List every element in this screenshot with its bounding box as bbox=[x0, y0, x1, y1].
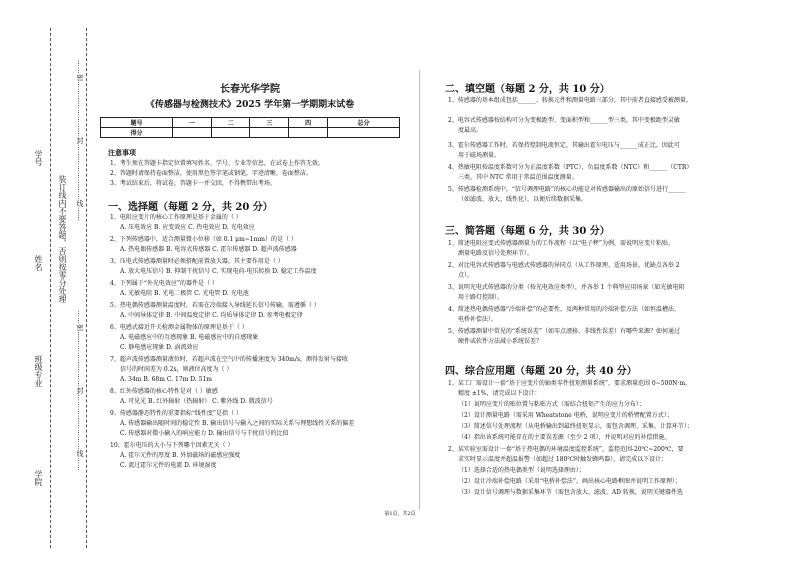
question-options: A. 可见光 B. 红外辐射（热辐射） C. 紫外线 D. 微波信号 bbox=[120, 398, 273, 405]
short-answer-item: 2、对比电容式传感器与电感式传感器的异同点（从工作原理、适用场景、优缺点各举 2 bbox=[448, 262, 680, 269]
question: 5、热电偶传感器测量温度时，若需在冷端接入导线延长信号传输，需遵循（ ） bbox=[110, 302, 320, 309]
section4-title: 四、综合应用题（每题 20 分，共 40 分） bbox=[445, 366, 637, 377]
application-item: （1）说明应变片的贴位置与粘贴方式（需结合扭矩产生的应力分布）； bbox=[458, 401, 645, 408]
note-item: 2、答题时请保持卷面整洁，使用黑色签字笔或钢笔，字迹清晰，卷面整洁。 bbox=[110, 170, 312, 177]
application-item: 1、某工厂需设计一套“基于应变片的轴类零件扭矩测量系统”，要求测量范围 0~500N·m， bbox=[448, 380, 692, 387]
page-divider bbox=[419, 70, 420, 510]
question-options: A. 光敏电阻 B. 光电二极管 C. 光电管 D. 光电池 bbox=[120, 290, 249, 297]
fill-item: 三类，其中 NTC 常用于常温范围温度测量。 bbox=[458, 174, 578, 181]
binding-warning: 装订线内不要答题，否则按零分处理 bbox=[58, 175, 67, 303]
score-cell[interactable] bbox=[250, 128, 289, 138]
binding-line bbox=[50, 28, 51, 548]
short-answer-item: 3、说明光电式传感器的分类（按光电效应类型），并各举 1 个典型应用场景（如光敏电阻 bbox=[448, 284, 685, 291]
score-header-cell: 总分 bbox=[328, 118, 400, 128]
application-item: （2）设计冷端补偿电路（采用“电桥补偿法”，画出核心电路框图并说明工作原理）； bbox=[458, 478, 681, 485]
exam-title: 《传感器与检测技术》2025 学年第一学期期末试卷 bbox=[145, 100, 355, 110]
question-options: A. 传感器输出随时间的稳定性 B. 输出信号与输入之间的实际关系与理想线性关系的偏差 bbox=[120, 420, 355, 427]
score-cell[interactable] bbox=[289, 128, 328, 138]
fill-item: （如滤波、放大、线性化），以便后续数据采集。 bbox=[458, 196, 588, 203]
short-answer-item: 点）。 bbox=[458, 272, 474, 279]
seal-line bbox=[86, 28, 87, 548]
question-options: C. 传感器对微小输入的响应能力 D. 输出信号与干扰信号的比值 bbox=[120, 430, 289, 437]
fill-item: 2、电容式传感器按结构可分为变极距型、变面积型和______型三类，其中变极距型灵敏 bbox=[448, 117, 680, 124]
question: 8、红外传感器的核心特性是对（ ）敏感 bbox=[110, 388, 218, 395]
question-options: A. 压电效应 B. 应变效应 C. 热电效应 D. 光电效应 bbox=[120, 224, 255, 231]
application-item: （3）设计信号调理与数据采集环节（需包含放大、滤波、AD 转换，说明关键器件选 bbox=[458, 489, 683, 496]
score-cell[interactable] bbox=[172, 128, 211, 138]
question: 4、下列属于“外光电效应”的器件是（ ） bbox=[110, 280, 218, 287]
fill-item: 度最高。 bbox=[458, 127, 483, 134]
question: 2、下列传感器中，适合测量微小位移（如 0.1 μm~1mm）的是（ ） bbox=[110, 236, 297, 243]
short-answer-item: 电桥补偿法）。 bbox=[458, 316, 498, 323]
short-answer-item: 1、简述电阻应变式传感器测量力的工作流程（以“电子秤”为例，需说明应变片粘贴、 bbox=[448, 240, 674, 247]
score-header-cell: 三 bbox=[250, 118, 289, 128]
school-label: 学院 bbox=[34, 470, 43, 486]
question-options: A. 中间导体定律 B. 中间温度定律 C. 均质导体定律 D. 参考电极定律 bbox=[120, 312, 303, 319]
score-cell[interactable] bbox=[211, 128, 250, 138]
question: 10、霍尔电压的大小与下列哪个因素无关（ ） bbox=[110, 442, 234, 449]
fill-item: 4、热敏电阻按温度系数可分为正温度系数（PTC）、负温度系数（NTC）和______（CTR） bbox=[448, 164, 693, 171]
class-label: 班级专业 bbox=[34, 355, 43, 387]
section2-title: 二、填空题（每题 2 分，共 10 分） bbox=[445, 84, 610, 95]
fill-item: 5、传感器检测系统中，“信号调理电路”的核心功能是对传感器输出的原始信号进行______ bbox=[448, 186, 686, 193]
score-table bbox=[100, 117, 400, 138]
question: 7、超声波传感器测量液位时，若超声波在空气中的传播速度为 340m/s，测得发射与接收 bbox=[110, 356, 348, 363]
application-item: 求实时显示温度并超温报警（如超过 180℃时触发蜂鸣器），请完成以下设计： bbox=[458, 456, 668, 463]
question-options: C. 静电感应现象 D. 涡流效应 bbox=[120, 344, 199, 351]
question: 6、电感式接近开关检测金属物体的原理是基于（ ） bbox=[110, 324, 248, 331]
application-item: （4）指出该系统可能存在的主要误差源（至少 2 项），并说明对应的补偿措施。 bbox=[458, 434, 671, 441]
short-answer-item: 测量电路及信号处理环节）。 bbox=[458, 250, 534, 257]
short-answer-item: 用于路灯控制）。 bbox=[458, 294, 504, 301]
fill-item: 1、传感器的基本组成包括______、转换元件和测量电路三部分，其中前者直接感受被测量。 bbox=[448, 97, 692, 104]
question: 3、压电式传感器测量时必须搭配前置放大器，其主要作用是（ ） bbox=[110, 258, 284, 265]
name-label: 姓名 bbox=[34, 255, 43, 271]
question-options: A. 热电偶传感器 B. 电容式传感器 C. 霍尔传感器 D. 超声波传感器 bbox=[120, 246, 297, 253]
seal-line-text: ……密……………………封……………………线…… bbox=[76, 60, 84, 221]
question-options: A. 放大电压信号 B. 抑制干扰信号 C. 实现电荷-电压转换 D. 稳定工作温度 bbox=[120, 268, 317, 275]
note-item: 1、考生须在答题卡指定位置填写姓名、学号、专业等信息，在试卷上作答无效。 bbox=[110, 160, 324, 167]
section3-title: 三、简答题（每题 6 分，共 30 分） bbox=[445, 226, 610, 237]
score-header-cell: 题号 bbox=[101, 118, 173, 128]
fill-item: 用于磁场测量。 bbox=[458, 152, 501, 159]
question-options: 信号的时间差为 0.2s，则液位高度为（ ） bbox=[120, 366, 233, 373]
application-item: 精度 ±1%，请完成以下设计： bbox=[458, 390, 541, 397]
short-answer-item: 5、传感器测量中常见的“系统误差”（如零点漂移、非线性误差）有哪些来源？如何通过 bbox=[448, 328, 680, 335]
question-options: A. 电磁感应中的互感现象 B. 电磁感应中的自感现象 bbox=[120, 334, 259, 341]
section1-title: 一、选择题（每题 2 分，共 20 分） bbox=[108, 202, 273, 213]
binding-margin bbox=[0, 0, 92, 561]
fill-item: 3、霍尔传感器工作时，若保持控制电流恒定，其输出霍尔电压与______成正比，因此可 bbox=[448, 142, 680, 149]
application-item: （3）简述信号处理流程（从电桥输出到最终扭矩显示，需包含调理、采集、计算环节）； bbox=[458, 423, 693, 430]
note-item: 3、考试结束后，将试卷、答题卡一并交回，不得携带出考场。 bbox=[110, 180, 276, 187]
question: 1、电阻应变片的核心工作原理是基于金属的（ ） bbox=[110, 214, 242, 221]
page-footer: 第1页，共2页 bbox=[384, 511, 416, 517]
question-options: A. 霍尔元件的厚度 B. 外加磁场的磁感应强度 bbox=[120, 452, 241, 459]
notes-title: 注意事项 bbox=[108, 148, 136, 157]
question-options: C. 流过霍尔元件的电流 D. 环境湿度 bbox=[120, 462, 217, 469]
score-header-cell: 二 bbox=[211, 118, 250, 128]
university-name: 长春光华学院 bbox=[220, 84, 280, 95]
score-header-cell: 四 bbox=[289, 118, 328, 128]
score-cell[interactable] bbox=[328, 128, 400, 138]
short-answer-item: 硬件或软件方法减小系统误差？ bbox=[458, 338, 543, 345]
question: 9、传感器静态特性的重要指标“线性度”是指（ ） bbox=[110, 410, 242, 417]
short-answer-item: 4、简述热电偶传感器“冷端补偿”的必要性，及两种常用的冷端补偿方法（如恒温槽法、 bbox=[448, 306, 680, 313]
application-item: 2、某实验室需设计一套“基于热电偶的环境温度监控系统”，监控范围-20℃~200℃，要 bbox=[448, 446, 684, 453]
application-item: （1）选择合适的热电偶类型（说明选择理由）； bbox=[458, 467, 585, 474]
score-row-label: 得分 bbox=[101, 128, 173, 138]
seal-line-text-2: ……密……………………封……………………线…… bbox=[76, 310, 84, 471]
score-header-cell: 一 bbox=[172, 118, 211, 128]
question-options: A. 34m B. 68m C. 17m D. 51m bbox=[120, 376, 212, 383]
student-id-label: 学号 bbox=[34, 150, 43, 166]
application-item: （2）设计测量电路（需采用 Wheatstone 电桥，说明应变片的桥臂配置方式）； bbox=[458, 412, 673, 419]
